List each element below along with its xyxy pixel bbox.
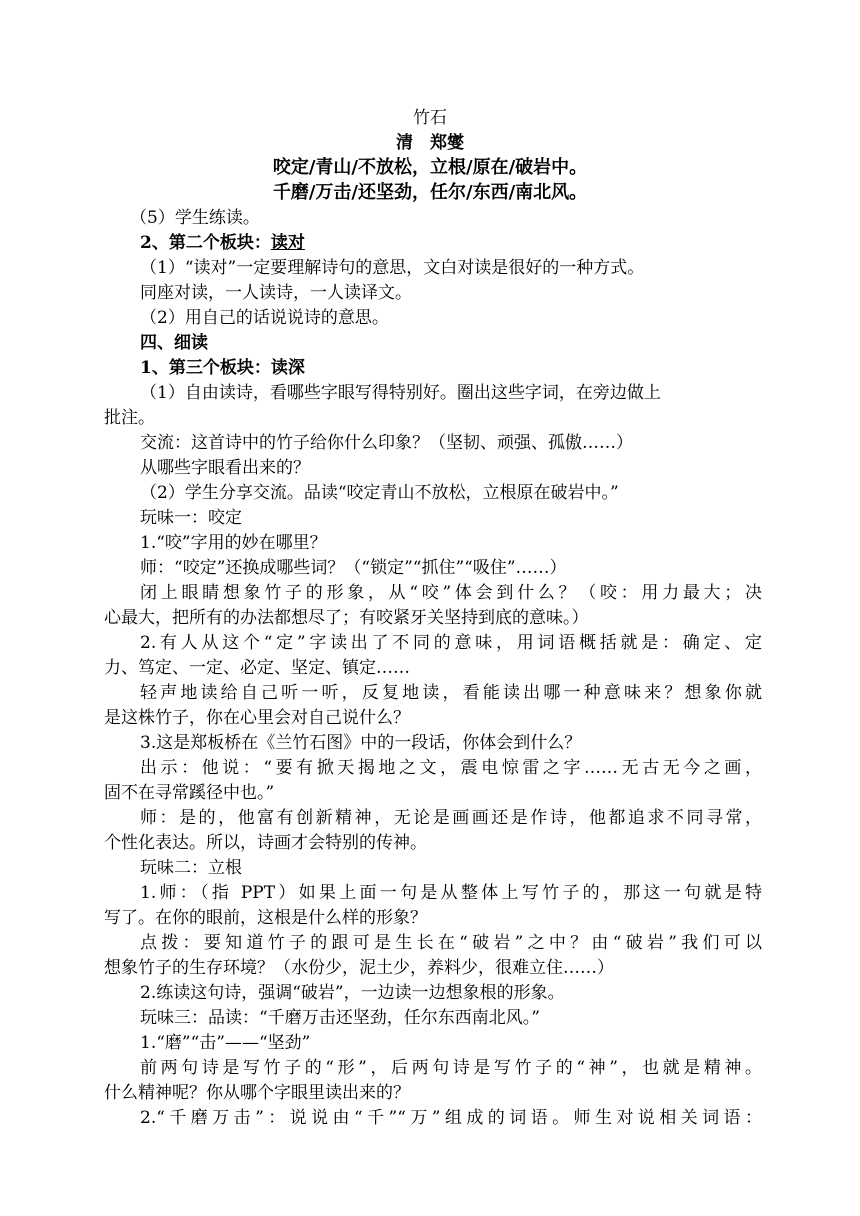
text-line: 批注。 <box>104 408 155 428</box>
text-line: 个性化表达。所以，诗画才会特别的传神。 <box>104 833 427 853</box>
text-line: 师：“咬定”还换成哪些词？（“锁定”“抓住”“吸住”……） <box>140 558 567 578</box>
text-line: 2.有人从这个“定”字读出了不同的意味，用词语概括就是：确定、定 <box>140 633 762 653</box>
text-line: 1.“磨”“击”——“坚劲” <box>140 1033 311 1053</box>
text-line: 是这株竹子，你在心里会对自己说什么？ <box>104 708 410 728</box>
text-line: 交流：这首诗中的竹子给你什么印象？（坚韧、顽强、孤傲……） <box>140 433 633 453</box>
text-line: 出示：他说：“要有掀天揭地之文，震电惊雷之字……无古无今之画， <box>140 758 762 778</box>
text-line: 轻声地读给自己听一听，反复地读，看能读出哪一种意味来？想象你就 <box>140 683 762 703</box>
text-line: 前两句诗是写竹子的“形”，后两句诗是写竹子的“神”，也就是精神。 <box>140 1058 762 1078</box>
text-line: 2.练读这句诗，强调“破岩”，一边读一边想象根的形象。 <box>140 983 565 1003</box>
poem-author: 清 郑燮 <box>396 133 464 153</box>
poem-title: 竹石 <box>413 108 447 128</box>
text-line: 1.师：（指 PPT）如果上面一句是从整体上写竹子的，那这一句就是特 <box>140 883 762 903</box>
text-line: 玩味三：品读：“千磨万击还坚劲，任尔东西南北风。” <box>140 1008 540 1028</box>
text-line: 师：是的，他富有创新精神，无论是画画还是作诗，他都追求不同寻常， <box>140 808 762 828</box>
section-heading-underlined: 读对 <box>270 233 305 253</box>
text-line: 闭上眼睛想象竹子的形象，从“咬”体会到什么？（咬：用力最大；决 <box>140 583 762 603</box>
poem-line-2: 千磨/万击/还坚劲，任尔/东西/南北风。 <box>272 182 588 203</box>
poem-line-1: 咬定/青山/不放松，立根/原在/破岩中。 <box>272 157 588 178</box>
text-line: 力、笃定、一定、必定、坚定、镇定…… <box>104 658 410 678</box>
text-line: （1）自由读诗，看哪些字眼写得特别好。圈出这些字词，在旁边做上 <box>140 383 661 403</box>
text-line: （5）学生练读。 <box>130 208 260 228</box>
text-line: 2.“千磨万击”：说说由“千”“万”组成的词语。师生对说相关词语： <box>140 1108 762 1128</box>
text-line: 玩味二：立根 <box>140 858 242 878</box>
text-line: 从哪些字眼看出来的？ <box>140 458 310 478</box>
section-heading: 1、第三个板块：读深 <box>140 358 305 378</box>
text-line: 玩味一：咬定 <box>140 508 242 528</box>
text-line: 同座对读，一人读诗，一人读译文。 <box>140 283 412 303</box>
section-heading-prefix: 2、第二个板块： <box>140 233 271 253</box>
text-line: 什么精神呢？你从哪个字眼里读出来的？ <box>104 1083 410 1103</box>
text-line: 点拨：要知道竹子的跟可是生长在“破岩”之中？由“破岩”我们可以 <box>140 933 762 953</box>
text-line: 3.这是郑板桥在《兰竹石图》中的一段话，你体会到什么？ <box>140 733 582 753</box>
text-line: 1.“咬”字用的妙在哪里？ <box>140 533 327 553</box>
section-heading <box>140 231 305 255</box>
text-line: 心最大，把所有的办法都想尽了；有咬紧牙关坚持到底的意味。） <box>104 608 589 628</box>
text-line: 固不在寻常蹊径中也。” <box>104 783 275 803</box>
text-line: （1）“读对”一定要理解诗句的意思，文白对读是很好的一种方式。 <box>140 258 645 278</box>
text-line: 想象竹子的生存环境？（水份少，泥土少，养料少，很难立住……） <box>104 958 614 978</box>
text-line: （2）学生分享交流。品读“咬定青山不放松，立根原在破岩中。” <box>140 483 619 503</box>
text-line: （2）用自己的话说说诗的意思。 <box>140 308 389 328</box>
text-line: 写了。在你的眼前，这根是什么样的形象？ <box>104 908 427 928</box>
section-heading: 四、细读 <box>140 333 208 353</box>
